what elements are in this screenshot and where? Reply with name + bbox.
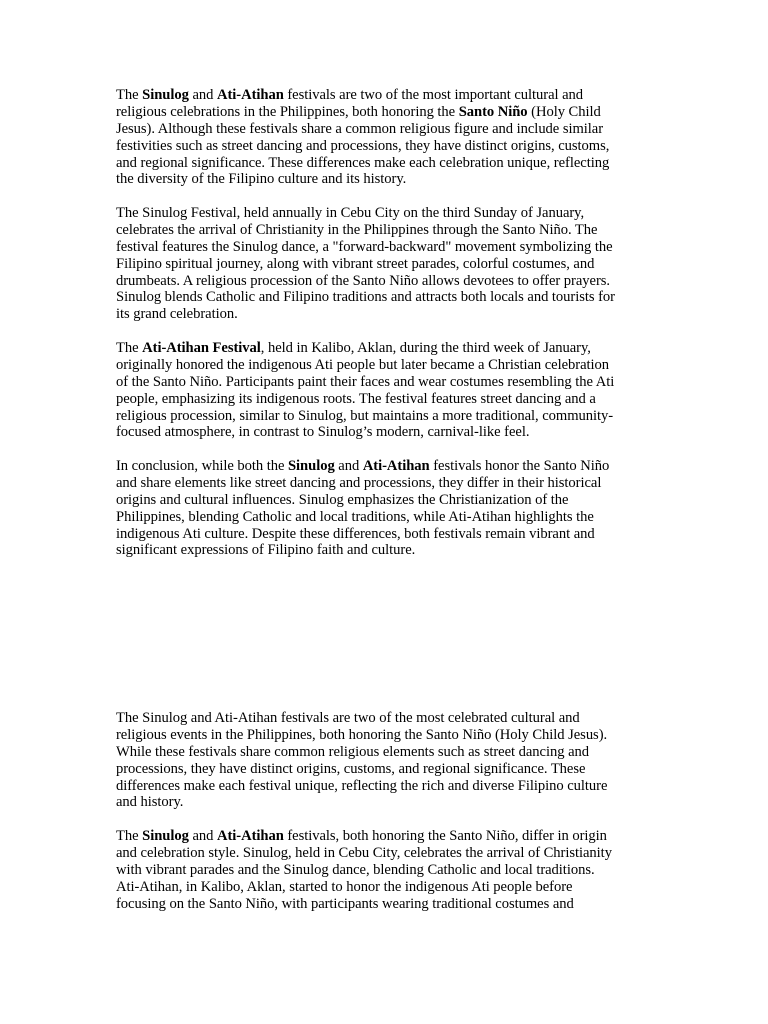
text-line (116, 710, 652, 727)
text-line (116, 357, 652, 374)
text-run: Filipino spiritual journey, along with vibrant street parades, colorful costumes, and (116, 255, 595, 272)
text-run: festivals, both honoring the Santo Niño, differ in origin (283, 828, 607, 844)
text-line (116, 879, 652, 896)
text-run: Jesus). Although these festivals share a common religious figure and include similar (116, 120, 604, 137)
text-run: festivities such as street dancing and processions, they have distinct origins, customs, (116, 137, 610, 154)
bold-text-run: Ati-Atihan Festival (142, 340, 261, 356)
bold-text-run: Sinulog (142, 828, 189, 844)
text-line (116, 509, 652, 526)
text-line (116, 205, 652, 222)
text-line (116, 239, 652, 256)
text-line (116, 424, 652, 441)
text-run: The Sinulog and Ati-Atihan festivals are two of the most celebrated cultural and (116, 710, 580, 726)
text-run: and (334, 458, 363, 474)
text-run: celebrates the arrival of Christianity in the Philippines through the Santo Niño. The (116, 221, 598, 238)
text-line (116, 256, 652, 273)
text-line (116, 391, 652, 408)
text-run: focusing on the Santo Niño, with participants wearing traditional costumes and (116, 895, 574, 912)
paragraph-sinulog (116, 205, 652, 323)
text-line (116, 862, 652, 879)
bold-text-run: Ati-Atihan (216, 87, 284, 103)
text-run: Ati-Atihan, in Kalibo, Aklan, started to honor the indigenous Ati people before (116, 878, 573, 895)
bold-text-run: Santo Niño (458, 103, 528, 120)
text-line (116, 155, 652, 172)
text-run: festival features the Sinulog dance, a "forward-backward" movement symbolizing the (116, 238, 613, 255)
text-line (116, 87, 652, 104)
text-run: , held in Kalibo, Aklan, during the third week of January, (260, 340, 591, 356)
text-run: The Sinulog Festival, held annually in Cebu City on the third Sunday of January, (116, 205, 585, 221)
text-line (116, 289, 652, 306)
text-line (116, 222, 652, 239)
paragraph-second-intro (116, 710, 652, 811)
text-line (116, 408, 652, 425)
text-run: The (116, 828, 143, 844)
text-run: with vibrant parades and the Sinulog dance, blending Catholic and local traditions. (116, 861, 595, 878)
text-line (116, 340, 652, 357)
text-run: the diversity of the Filipino culture and its history. (116, 171, 407, 188)
text-run: and (188, 87, 217, 103)
paragraph-conclusion (116, 458, 652, 559)
text-run: religious celebrations in the Philippines, both honoring the (116, 103, 459, 120)
text-run: religious events in the Philippines, both honoring the Santo Niño (Holy Child Jesus). (116, 726, 608, 743)
text-line (116, 458, 652, 475)
text-run: and (188, 828, 217, 844)
text-line (116, 306, 652, 323)
text-run: The (116, 87, 143, 103)
text-line (116, 727, 652, 744)
text-line (116, 845, 652, 862)
text-line (116, 828, 652, 845)
text-run: significant expressions of Filipino faith and culture. (116, 542, 416, 559)
text-run: originally honored the indigenous Ati people but later became a Christian celebration (116, 356, 610, 373)
text-run: people, emphasizing its indigenous roots. The festival features street dancing and a (116, 390, 596, 407)
text-run: and celebration style. Sinulog, held in Cebu City, celebrates the arrival of Christianity (116, 844, 612, 861)
text-line (116, 104, 652, 121)
text-run: and regional significance. These differences make each celebration unique, reflecting (116, 154, 610, 171)
text-run: The (116, 340, 143, 356)
bold-text-run: Ati-Atihan (216, 828, 284, 844)
text-run: and share elements like street dancing and processions, they differ in their historical (116, 474, 602, 491)
text-run: festivals are two of the most important cultural and (283, 87, 584, 103)
text-line (116, 121, 652, 138)
text-run: of the Santo Niño. Participants paint their faces and wear costumes resembling the Ati (116, 373, 615, 390)
text-run: While these festivals share common religious elements such as street dancing and (116, 743, 589, 760)
text-line (116, 542, 652, 559)
bold-text-run: Sinulog (142, 87, 189, 103)
text-run: and history. (116, 794, 184, 811)
text-run: drumbeats. A religious procession of the Santo Niño allows devotees to offer prayers. (116, 272, 610, 289)
text-line (116, 744, 652, 761)
text-line (116, 475, 652, 492)
text-run: Philippines, blending Catholic and local traditions, while Ati-Atihan highlights the (116, 508, 594, 525)
text-run: religious procession, similar to Sinulog, but maintains a more traditional, community- (116, 407, 614, 424)
paragraph-intro (116, 87, 652, 188)
text-run: festivals honor the Santo Niño (429, 458, 610, 474)
text-line (116, 492, 652, 509)
text-line (116, 526, 652, 543)
text-line (116, 138, 652, 155)
text-line (116, 273, 652, 290)
text-run: In conclusion, while both the (116, 458, 288, 474)
text-run: differences make each festival unique, reflecting the rich and diverse Filipino culture (116, 777, 608, 794)
text-run: processions, they have distinct origins, customs, and regional significance. These (116, 760, 586, 777)
text-line (116, 374, 652, 391)
paragraph-ati-atihan (116, 340, 652, 441)
text-line (116, 171, 652, 188)
text-run: indigenous Ati culture. Despite these differences, both festivals remain vibrant and (116, 525, 595, 542)
text-run: its grand celebration. (116, 306, 238, 323)
text-line (116, 778, 652, 795)
text-line (116, 896, 652, 913)
text-run: focused atmosphere, in contrast to Sinulog’s modern, carnival-like feel. (116, 424, 530, 441)
bold-text-run: Ati-Atihan (362, 458, 430, 474)
bold-text-run: Sinulog (287, 458, 335, 474)
text-line (116, 794, 652, 811)
text-run: Sinulog blends Catholic and Filipino traditions and attracts both locals and tourists for (116, 289, 615, 306)
text-run: (Holy Child (527, 103, 601, 120)
paragraph-comparison (116, 828, 652, 912)
text-line (116, 761, 652, 778)
text-run: origins and cultural influences. Sinulog emphasizes the Christianization of the (116, 491, 569, 508)
